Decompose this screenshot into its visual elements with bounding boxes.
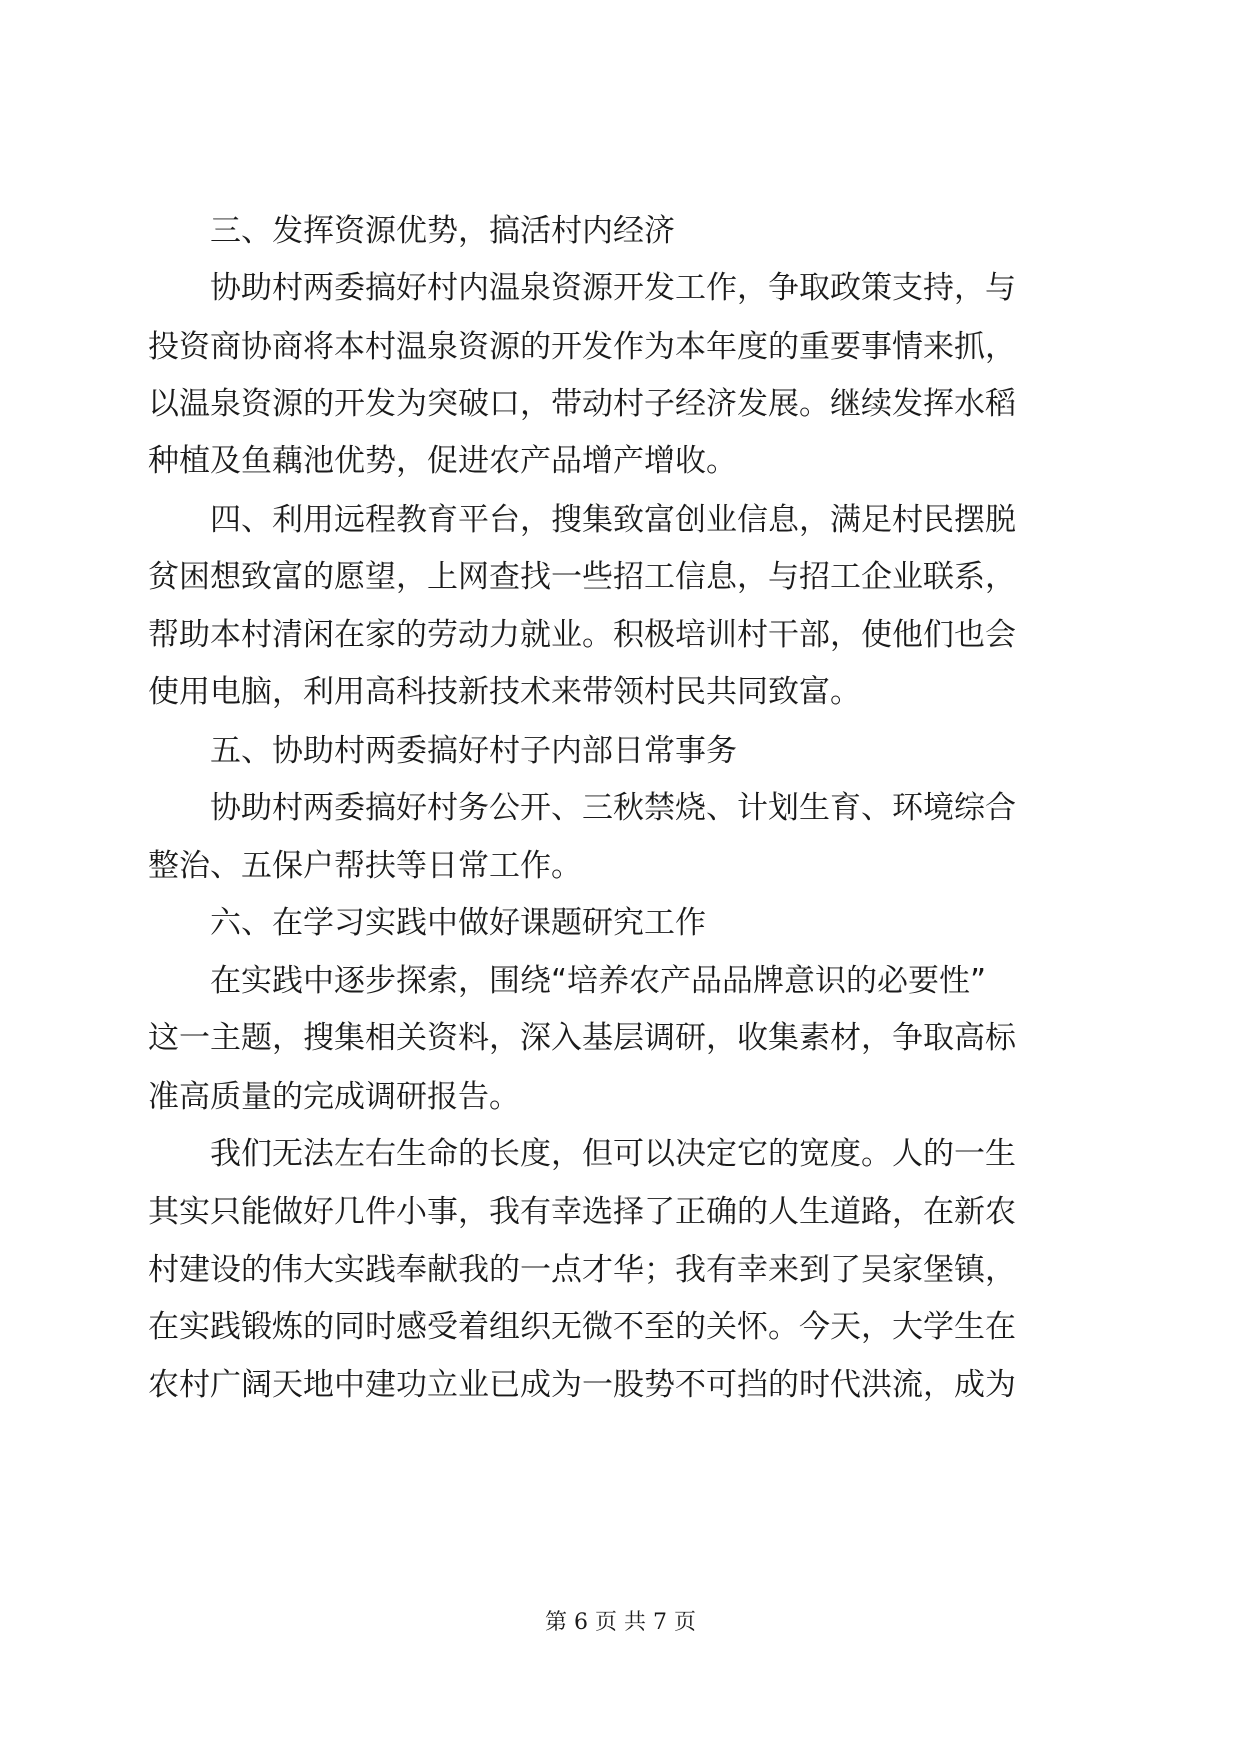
body-line: 整治、五保户帮扶等日常工作。	[148, 848, 582, 884]
heading-section-3: 三、发挥资源优势，搞活村内经济	[210, 213, 675, 249]
body-line: 村建设的伟大实践奉献我的一点才华；我有幸来到了吴家堡镇，	[148, 1252, 1016, 1288]
body-line: 使用电脑，利用高科技新技术来带领村民共同致富。	[148, 674, 861, 710]
body-line: 协助村两委搞好村务公开、三秋禁烧、计划生育、环境综合	[210, 790, 1016, 826]
body-line: 这一主题，搜集相关资料，深入基层调研，收集素材，争取高标	[148, 1020, 1016, 1056]
body-line: 农村广阔天地中建功立业已成为一股势不可挡的时代洪流，成为	[148, 1367, 1016, 1403]
body-line: 协助村两委搞好村内温泉资源开发工作，争取政策支持，与	[210, 270, 1016, 306]
body-line: 种植及鱼藕池优势，促进农产品增产增收。	[148, 443, 737, 479]
heading-section-6: 六、在学习实践中做好课题研究工作	[210, 905, 706, 941]
heading-section-5: 五、协助村两委搞好村子内部日常事务	[210, 733, 737, 769]
body-line: 其实只能做好几件小事，我有幸选择了正确的人生道路，在新农	[148, 1194, 1016, 1230]
page-number-footer: 第 6 页 共 7 页	[545, 1610, 696, 1635]
body-line: 准高质量的完成调研报告。	[148, 1079, 520, 1115]
heading-section-4: 四、利用远程教育平台，搜集致富创业信息，满足村民摆脱	[210, 502, 1016, 538]
body-line: 帮助本村清闲在家的劳动力就业。积极培训村干部，使他们也会	[148, 617, 1016, 653]
body-line: 贫困想致富的愿望，上网查找一些招工信息，与招工企业联系，	[148, 559, 1016, 595]
body-line: 以温泉资源的开发为突破口，带动村子经济发展。继续发挥水稻	[148, 386, 1016, 422]
body-line: 我们无法左右生命的长度，但可以决定它的宽度。人的一生	[210, 1136, 1016, 1172]
body-line: 在实践中逐步探索，围绕“培养农产品品牌意识的必要性”	[210, 963, 987, 999]
body-line: 在实践锻炼的同时感受着组织无微不至的关怀。今天，大学生在	[148, 1309, 1016, 1345]
body-line: 投资商协商将本村温泉资源的开发作为本年度的重要事情来抓，	[148, 329, 1016, 365]
